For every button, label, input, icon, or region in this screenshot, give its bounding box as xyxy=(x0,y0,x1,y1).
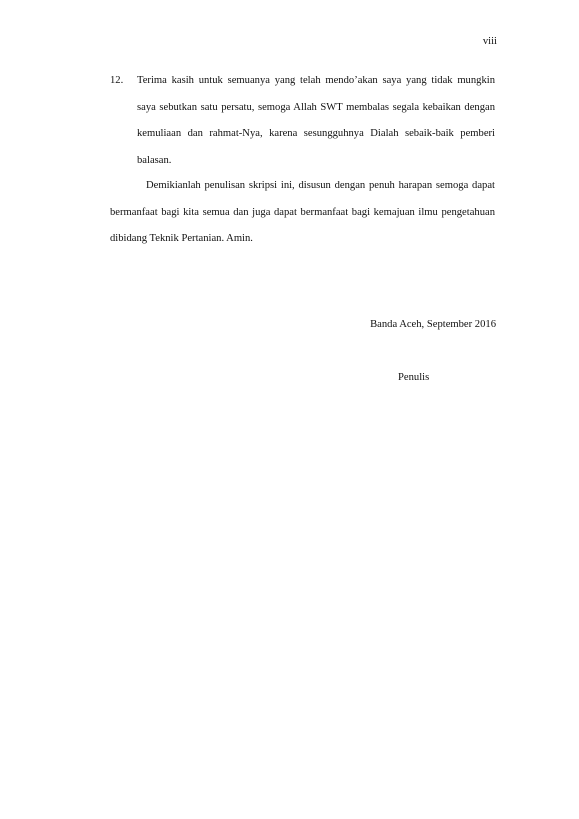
list-item xyxy=(110,75,495,174)
page-number: viii xyxy=(482,36,497,47)
list-item-number: 12. xyxy=(110,75,124,86)
list-item-text: Terima kasih untuk semuanya yang telah mendo’akan saya yang tidak mungkin saya sebutkan satu persatu, semoga Allah SWT membalas segala kebaikan dengan kemuliaan dan rahmat-Nya, karena sesungguhnya Dialah sebaik-baik pemberi balasan. xyxy=(137,75,495,166)
closing-paragraph: Demikianlah penulisan skripsi ini, disusun dengan penuh harapan semoga dapat bermanfaat bagi kita semua dan juga dapat bermanfaat bagi kemajuan ilmu pengetahuan dibidang Teknik Pertanian. Amin. xyxy=(110,180,495,244)
place-date: Banda Aceh, September 2016 xyxy=(370,319,496,330)
author-signature-label: Penulis xyxy=(398,372,430,383)
